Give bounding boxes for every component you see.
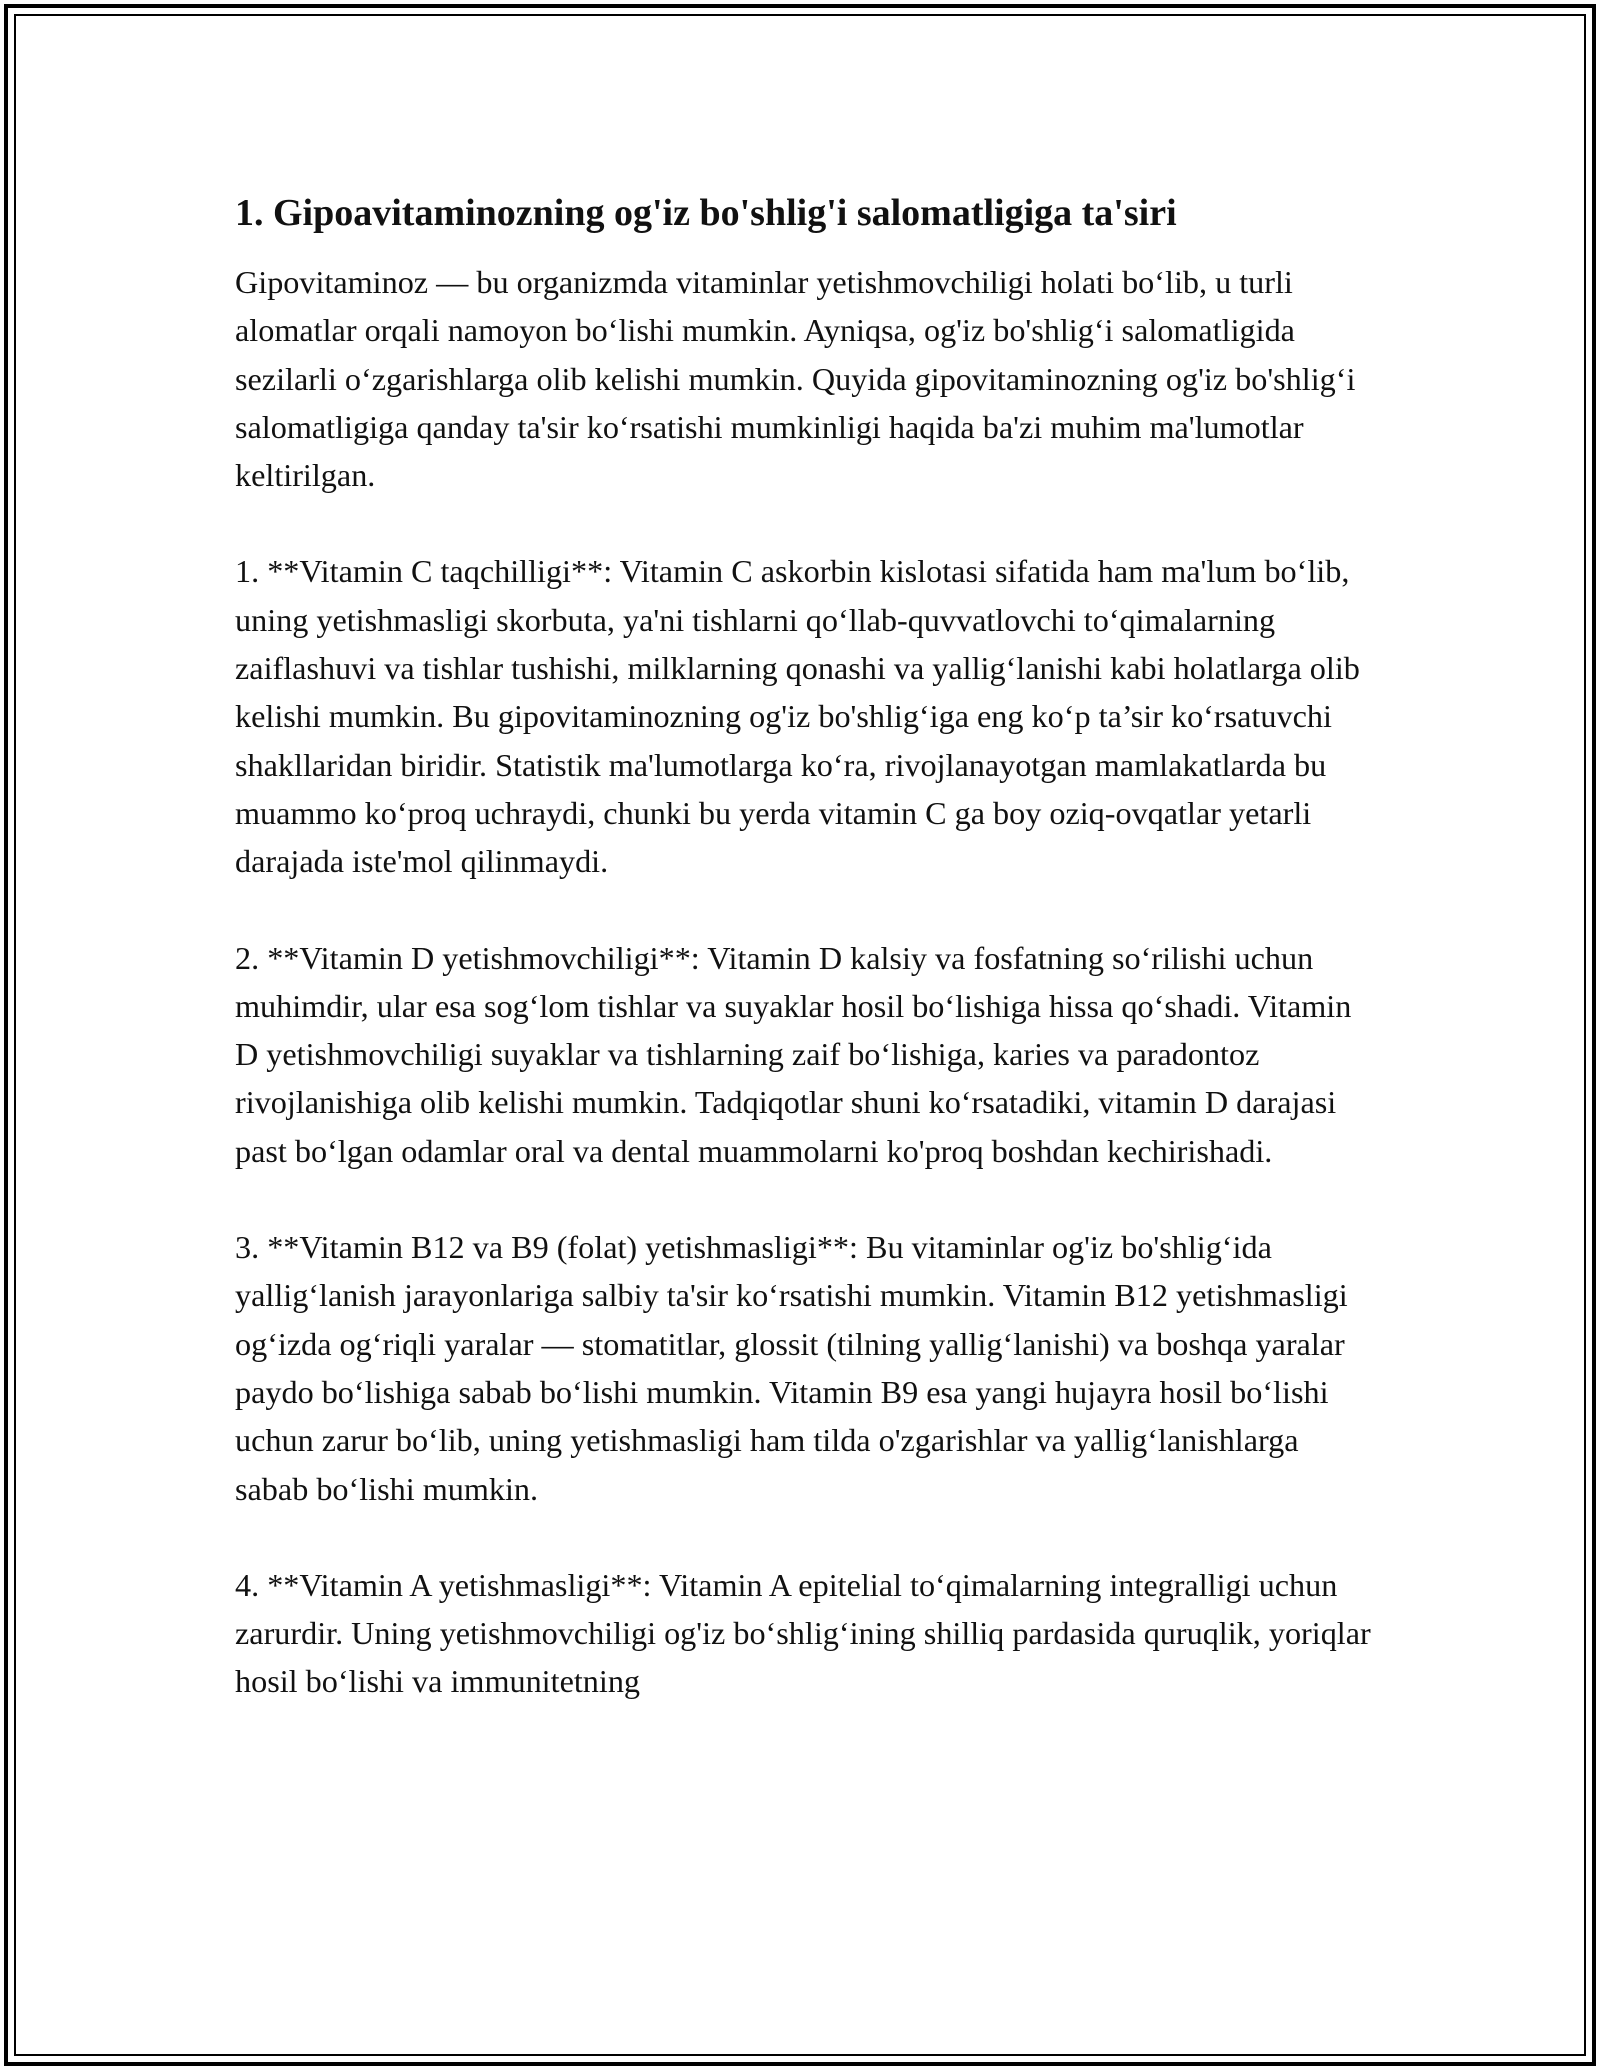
document-body [235,186,1375,1706]
document-title: 1. Gipoavitaminozning og'iz bo'shlig'i salomatligiga ta'siri [235,192,1177,234]
vitamin-c-paragraph: 1. **Vitamin C taqchilligi**: Vitamin C askorbin kislotasi sifatida ham ma'lum bo‘lib, uning yetishmasligi skorbuta, ya'ni tishlarni qo‘llab-quvvatlovchi to‘qimalarning zaiflashuvi va tishlar tushishi, milklarning qonashi va yallig‘lanishi kabi holatlarga olib kelishi mumkin. Bu gipovitaminozning og'iz bo'shlig‘iga eng ko‘p ta’sir ko‘rsatuvchi shakllaridan biridir. Statistik ma'lumotlarga ko‘ra, rivojlanayotgan mamlakatlarda bu muammo ko‘proq uchraydi, chunki bu yerda vitamin C ga boy oziq-ovqatlar yetarli darajada iste'mol qilinmaydi. [235,553,1360,880]
vitamin-a-paragraph: 4. **Vitamin A yetishmasligi**: Vitamin A epitelial to‘qimalarning integralligi uchun zarurdir. Uning yetishmovchiligi og'iz bo‘shlig‘ining shilliq pardasida quruqlik, yoriqlar hosil bo‘lishi va immunitetning [235,1566,1371,1700]
vitamin-d-paragraph: 2. **Vitamin D yetishmovchiligi**: Vitamin D kalsiy va fosfatning so‘rilishi uchun muhimdir, ular esa sog‘lom tishlar va suyaklar hosil bo‘lishiga hissa qo‘shadi. Vitamin D yetishmovchiligi suyaklar va tishlarning zaif bo‘lishiga, karies va paradontoz rivojlanishiga olib kelishi mumkin. Tadqiqotlar shuni ko‘rsatadiki, vitamin D darajasi past bo‘lgan odamlar oral va dental muammolarni ko'proq boshdan kechirishadi. [235,939,1352,1169]
vitamin-b12-b9-paragraph: 3. **Vitamin B12 va B9 (folat) yetishmasligi**: Bu vitaminlar og'iz bo'shlig‘ida yallig‘lanish jarayonlariga salbiy ta'sir ko‘rsatishi mumkin. Vitamin B12 yetishmasligi og‘izda og‘riqli yaralar — stomatitlar, glossit (tilning yallig‘lanishi) va boshqa yaralar paydo bo‘lishiga sabab bo‘lishi mumkin. Vitamin B9 esa yangi hujayra hosil bo‘lishi uchun zarur bo‘lib, uning yetishmasligi ham tilda o'zgarishlar va yallig‘lanishlarga sabab bo‘lishi mumkin. [235,1229,1348,1507]
intro-paragraph: Gipovitaminoz — bu organizmda vitaminlar yetishmovchiligi holati bo‘lib, u turli alomatlar orqali namoyon bo‘lishi mumkin. Ayniqsa, og'iz bo'shlig‘i salomatligida sezilarli o‘zgarishlarga olib kelishi mumkin. Quyida gipovitaminozning og'iz bo'shlig‘i salomatligiga qanday ta'sir ko‘rsatishi mumkinligi haqida ba'zi muhim ma'lumotlar keltirilgan. [235,264,1356,494]
